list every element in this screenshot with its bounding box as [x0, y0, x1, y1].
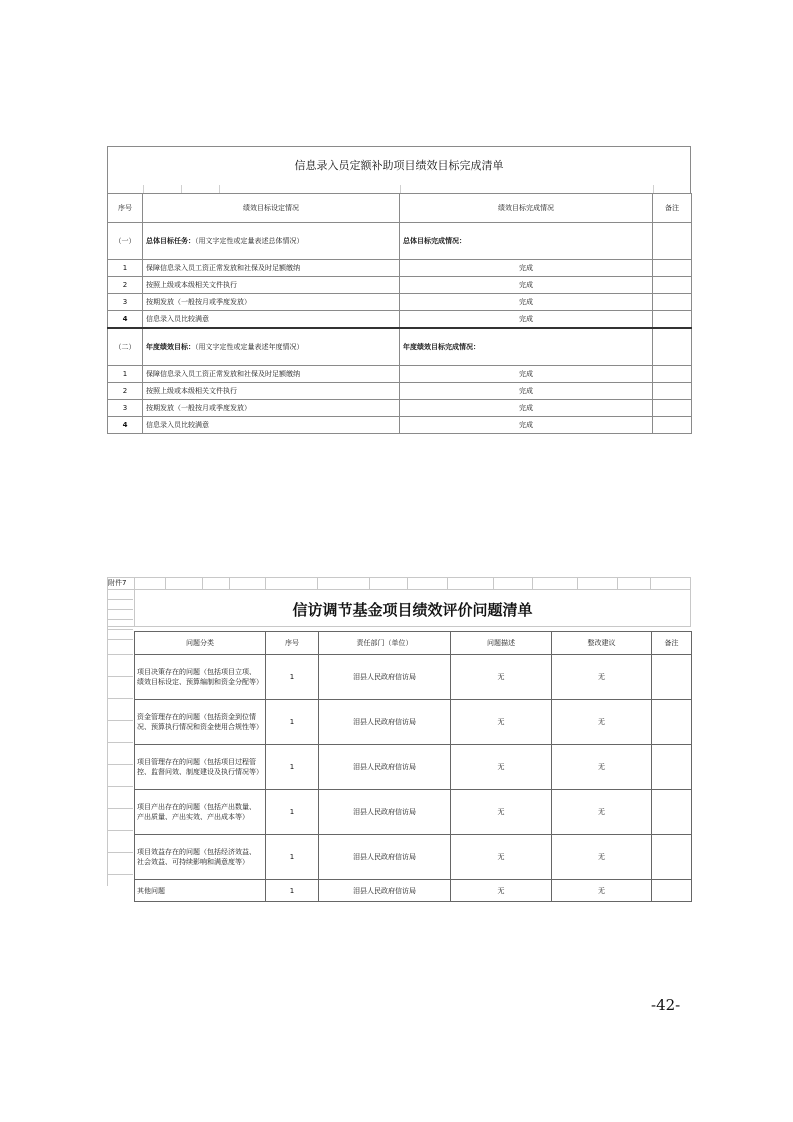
header-cell: 整改建议 — [552, 632, 652, 655]
table-row — [108, 311, 692, 329]
row-status: 完成 — [400, 260, 653, 277]
section-target-label: 年度绩效目标： — [146, 343, 195, 351]
table-row — [135, 700, 692, 745]
remark-cell — [653, 400, 692, 417]
row-target: 按期发放（一般按月或季度发放） — [143, 294, 400, 311]
remark-cell — [653, 277, 692, 294]
table-row — [108, 260, 692, 277]
table-row — [135, 835, 692, 880]
rectification-suggestion: 无 — [552, 745, 652, 790]
table1-grid — [107, 193, 692, 434]
responsible-dept: 泪县人民政府信访局 — [319, 790, 451, 835]
row-number: 1 — [266, 655, 319, 700]
remark-cell — [653, 223, 692, 260]
grid-tick — [181, 185, 182, 193]
remark-cell — [653, 417, 692, 434]
rectification-suggestion: 无 — [552, 880, 652, 902]
rectification-suggestion: 无 — [552, 835, 652, 880]
section-target-label: 总体目标任务： — [146, 237, 195, 245]
section-target — [143, 328, 400, 366]
row-number: 3 — [108, 400, 143, 417]
section-row — [108, 223, 692, 260]
remark-cell — [653, 294, 692, 311]
row-status: 完成 — [400, 294, 653, 311]
remark-cell — [652, 835, 692, 880]
grid-tick — [219, 185, 220, 193]
left-margin-gridlines — [107, 591, 133, 891]
responsible-dept: 泪县人民政府信访局 — [319, 835, 451, 880]
table1-spacer-row — [107, 185, 691, 193]
row-number: 4 — [108, 417, 143, 434]
row-status: 完成 — [400, 417, 653, 434]
table1-title: 信息录入员定额补助项目绩效目标完成清单 — [107, 146, 691, 185]
header-cell: 责任部门（单位） — [319, 632, 451, 655]
section-target — [143, 223, 400, 260]
section-target-note: （用文字定性或定量表述年度情况） — [195, 343, 304, 351]
row-number: 2 — [108, 277, 143, 294]
table2-title: 信访调节基金项目绩效评价问题清单 — [292, 601, 533, 619]
section-completion-label: 总体目标完成情况： — [400, 223, 653, 260]
section-target-note: （用文字定性或定量表述总体情况） — [195, 237, 304, 245]
issue-description: 无 — [451, 655, 552, 700]
page-number: -42- — [651, 996, 681, 1014]
table-row — [108, 383, 692, 400]
row-status: 完成 — [400, 400, 653, 417]
header-cell: 问题分类 — [135, 632, 266, 655]
table-row — [108, 277, 692, 294]
header-cell: 序号 — [266, 632, 319, 655]
responsible-dept: 泪县人民政府信访局 — [319, 700, 451, 745]
responsible-dept: 泪县人民政府信访局 — [319, 745, 451, 790]
table-row — [108, 417, 692, 434]
issue-category: 资金管理存在的问题（包括资金到位情况、预算执行情况和资金使用合规性等） — [135, 700, 266, 745]
responsible-dept: 泪县人民政府信访局 — [319, 880, 451, 902]
row-status: 完成 — [400, 277, 653, 294]
issue-category: 项目效益存在的问题（包括经济效益、社会效益、可持续影响和满意度等） — [135, 835, 266, 880]
rectification-suggestion: 无 — [552, 790, 652, 835]
section-row — [108, 328, 692, 366]
grid-tick — [653, 185, 654, 193]
row-target: 按照上级或本级相关文件执行 — [143, 383, 400, 400]
table-row — [108, 366, 692, 383]
remark-cell — [653, 383, 692, 400]
section-number: （二） — [108, 328, 143, 366]
rectification-suggestion: 无 — [552, 655, 652, 700]
issue-category: 项目管理存在的问题（包括项目过程管控、监督问效、制度建设及执行情况等） — [135, 745, 266, 790]
issue-description: 无 — [451, 745, 552, 790]
row-number: 4 — [108, 311, 143, 329]
header-cell: 绩效目标完成情况 — [400, 194, 653, 223]
row-number: 1 — [108, 260, 143, 277]
section-number: （一） — [108, 223, 143, 260]
row-status: 完成 — [400, 383, 653, 400]
remark-cell — [652, 700, 692, 745]
header-cell: 绩效目标设定情况 — [143, 194, 400, 223]
issue-category: 其他问题 — [135, 880, 266, 902]
issue-list-table — [134, 631, 692, 902]
issue-category: 项目决策存在的问题（包括项目立项、绩效目标设定、预算编制和资金分配等） — [135, 655, 266, 700]
attachment-label: 附件7 — [108, 579, 127, 587]
rectification-suggestion: 无 — [552, 700, 652, 745]
row-target: 信息录入员比较满意 — [143, 311, 400, 329]
remark-cell — [653, 328, 692, 366]
row-target: 按期发放（一般按月或季度发放） — [143, 400, 400, 417]
remark-cell — [652, 655, 692, 700]
row-number: 1 — [266, 880, 319, 902]
table-row — [135, 655, 692, 700]
issue-category: 项目产出存在的问题（包括产出数量、产出质量、产出实效、产出成本等） — [135, 790, 266, 835]
remark-cell — [652, 745, 692, 790]
grid-tick — [143, 185, 144, 193]
remark-cell — [653, 366, 692, 383]
section-completion-label: 年度绩效目标完成情况： — [400, 328, 653, 366]
table-row — [108, 400, 692, 417]
issue-description: 无 — [451, 700, 552, 745]
table1-header-row — [108, 194, 692, 223]
row-target: 保障信息录入员工资正常发放和社保及时足额缴纳 — [143, 260, 400, 277]
table-row — [135, 790, 692, 835]
table-row — [135, 745, 692, 790]
row-number: 1 — [266, 700, 319, 745]
row-number: 1 — [266, 745, 319, 790]
header-cell: 序号 — [108, 194, 143, 223]
table-row — [135, 880, 692, 902]
header-cell: 问题描述 — [451, 632, 552, 655]
grid-tick — [400, 185, 401, 193]
remark-cell — [652, 790, 692, 835]
issue-description: 无 — [451, 880, 552, 902]
responsible-dept: 泪县人民政府信访局 — [319, 655, 451, 700]
row-number: 3 — [108, 294, 143, 311]
table2-header-row — [135, 632, 692, 655]
row-number: 1 — [108, 366, 143, 383]
remark-cell — [653, 260, 692, 277]
issue-description: 无 — [451, 835, 552, 880]
remark-cell — [652, 880, 692, 902]
issue-description: 无 — [451, 790, 552, 835]
remark-cell — [653, 311, 692, 329]
row-number: 1 — [266, 835, 319, 880]
table-row — [108, 294, 692, 311]
header-cell: 备注 — [652, 632, 692, 655]
row-number: 1 — [266, 790, 319, 835]
row-number: 2 — [108, 383, 143, 400]
row-target: 保障信息录入员工资正常发放和社保及时足额缴纳 — [143, 366, 400, 383]
row-target: 按照上级或本级相关文件执行 — [143, 277, 400, 294]
performance-target-table — [107, 146, 691, 434]
row-status: 完成 — [400, 366, 653, 383]
row-target: 信息录入员比较满意 — [143, 417, 400, 434]
header-cell: 备注 — [653, 194, 692, 223]
row-status: 完成 — [400, 311, 653, 329]
